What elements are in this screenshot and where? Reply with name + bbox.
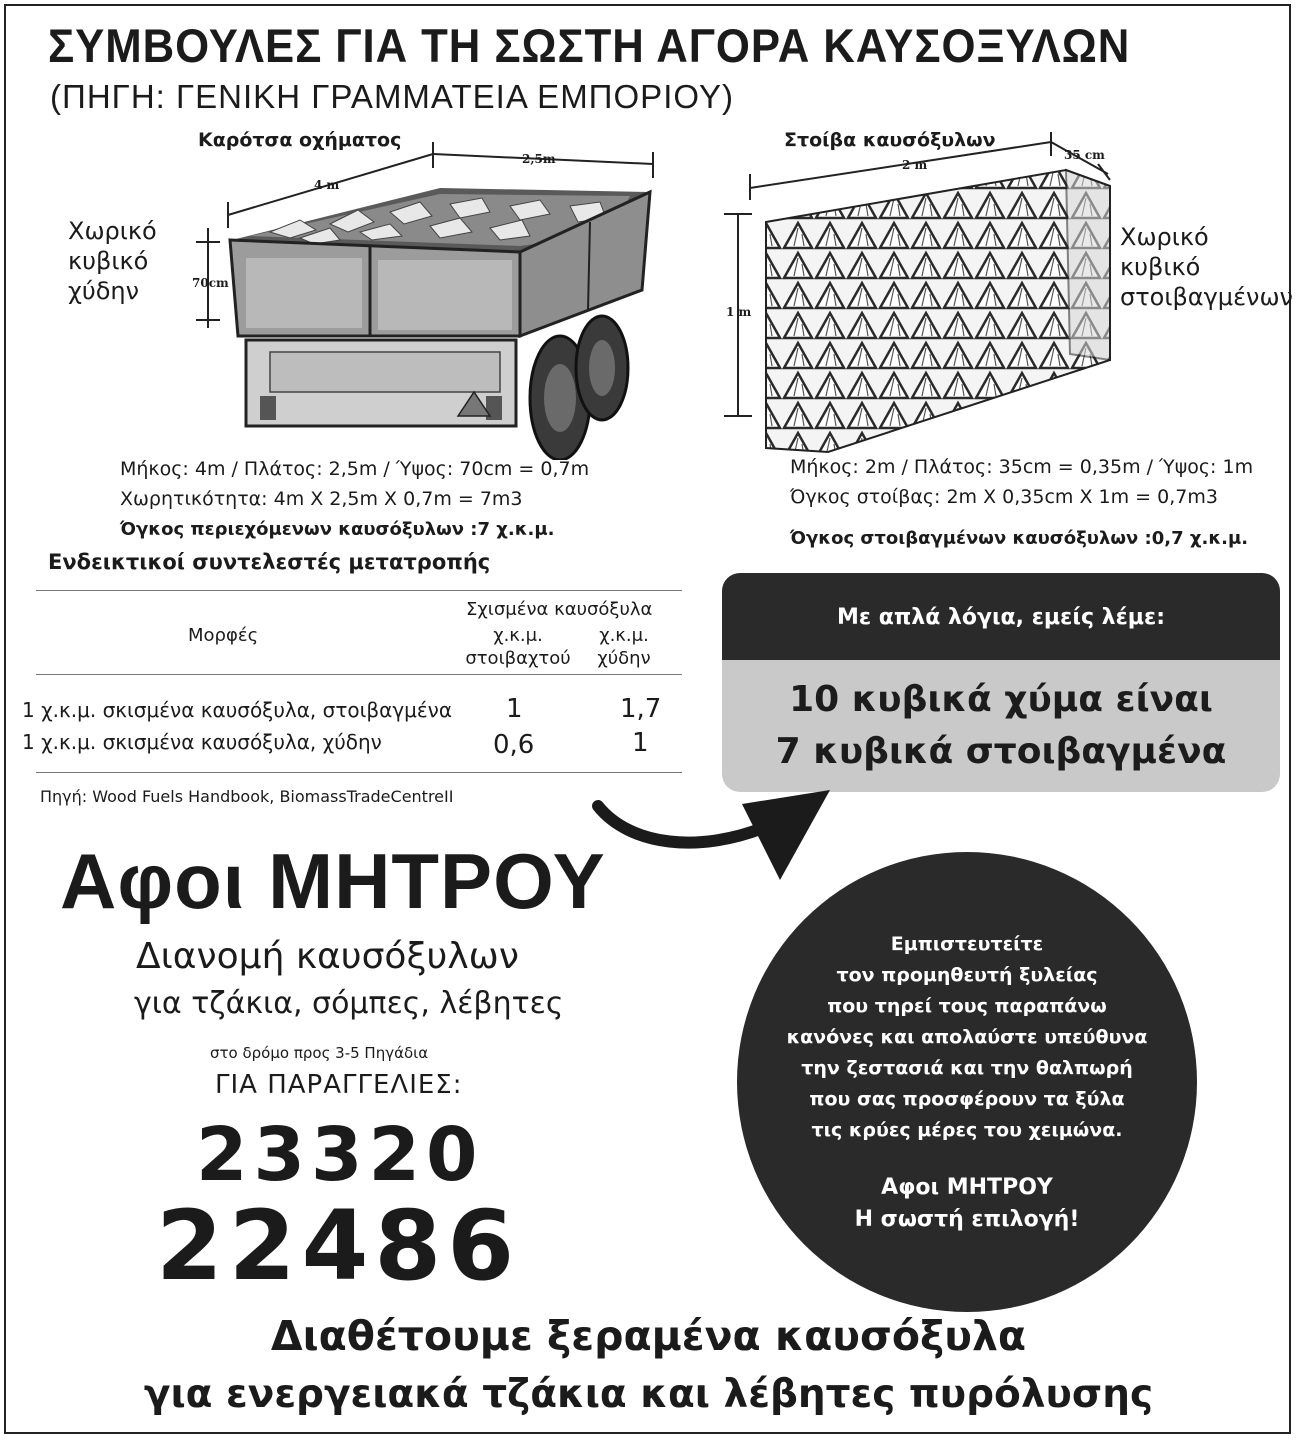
circle-line: τον προμηθευτή ξυλείας <box>836 963 1098 986</box>
stack-caption: Στοίβα καυσόξυλων <box>784 129 996 151</box>
footer-line2: για ενεργειακά τζάκια και λέβητες πυρόλυσης <box>143 1372 1154 1417</box>
business-tagline2: για τζάκια, σόμπες, λέβητες <box>134 986 564 1021</box>
summary-box-heading: Με απλά λόγια, εμείς λέμε: <box>722 573 1280 661</box>
trailer-illustration <box>190 140 670 460</box>
table-header-col1 <box>462 624 574 670</box>
table-cell-value: 1 <box>632 728 649 758</box>
stack-spec-line1: Μήκος: 2m / Πλάτος: 35cm = 0,35m / Ύψος: 1m <box>790 456 1254 478</box>
trailer-caption: Καρότσα οχήματος <box>198 129 402 151</box>
summary-line2: 7 κυβικά στοιβαγμένα <box>775 731 1227 772</box>
trailer-spec <box>120 454 589 545</box>
phone-part2[interactable]: 22486 <box>156 1190 520 1302</box>
trailer-side-label-line: Χωρικό <box>68 217 157 245</box>
circle-line: που τηρεί τους παραπάνω <box>827 994 1107 1017</box>
trailer-spec-line3: Όγκος περιεχόμενων καυσόξυλων :7 χ.κ.μ. <box>120 519 555 540</box>
circle-line: που σας προσφέρουν τα ξύλα <box>809 1087 1125 1110</box>
page-title: ΣΥΜΒΟΥΛΕΣ ΓΙΑ ΤΗ ΣΩΣΤΗ ΑΓΟΡΑ ΚΑΥΣΟΞΥΛΩΝ <box>48 19 1131 72</box>
table-rule-mid <box>36 674 682 675</box>
summary-box-body <box>722 660 1280 792</box>
stack-spec-line2: Όγκος στοίβας: 2m X 0,35cm X 1m = 0,7m3 <box>790 486 1218 508</box>
footer-line1: Διαθέτουμε ξεραμένα καυσόξυλα <box>270 1312 1027 1360</box>
circle-line: Εμπιστευτείτε <box>890 932 1044 955</box>
business-location: στο δρόμο προς 3-5 Πηγάδια <box>210 1044 429 1062</box>
table-rule-top <box>36 590 682 591</box>
table-cell-value: 0,6 <box>493 730 535 760</box>
trailer-side-label-line: χύδην <box>68 277 140 305</box>
circle-line: την ζεστασιά και την θαλπωρή <box>801 1056 1133 1079</box>
table-header-forms: Μορφές <box>188 625 259 646</box>
trailer-dim-length: 4 m <box>314 178 340 192</box>
table-header-col2-line: χ.κ.μ. <box>599 625 649 646</box>
stack-dim-height: 1 m <box>726 305 752 319</box>
table-header-col1-line: στοιβαχτού <box>465 648 571 669</box>
arrow-icon <box>590 784 840 894</box>
business-name: Αφοι ΜΗΤΡΟΥ <box>60 837 606 925</box>
table-row-label: 1 χ.κ.μ. σκισμένα καυσόξυλα, χύδην <box>22 730 382 754</box>
table-cell-value: 1,7 <box>620 694 662 724</box>
table-header-col1-line: χ.κ.μ. <box>493 625 543 646</box>
trailer-dim-height: 70cm <box>192 276 229 290</box>
table-header-group: Σχισμένα καυσόξυλα <box>466 599 653 620</box>
trailer-side-label-line: κυβικό <box>68 247 149 275</box>
stack-side-label-line: στοιβαγμένων <box>1120 283 1293 311</box>
phone-part1[interactable]: 23320 <box>196 1112 484 1198</box>
stack-spec <box>790 452 1253 512</box>
stack-dim-length: 2 m <box>902 158 928 172</box>
stack-side-label-line: Χωρικό <box>1120 223 1209 251</box>
table-title: Ενδεικτικοί συντελεστές μετατροπής <box>48 550 491 574</box>
stack-side-label-line: κυβικό <box>1120 253 1201 281</box>
trailer-spec-line2: Χωρητικότητα: 4m X 2,5m X 0,7m = 7m3 <box>120 488 523 510</box>
table-header-col2 <box>584 624 664 670</box>
stack-side-label <box>1120 222 1293 312</box>
summary-line1: 10 κυβικά χύμα είναι <box>789 679 1213 720</box>
table-rule-bottom <box>36 772 682 773</box>
business-tagline1: Διανομή καυσόξυλων <box>136 936 519 977</box>
circle-signature-name: Αφοι ΜΗΤΡΟΥ <box>881 1174 1053 1200</box>
stack-illustration <box>718 130 1118 460</box>
stack-dim-depth: 35 cm <box>1064 148 1105 162</box>
trailer-spec-line1: Μήκος: 4m / Πλάτος: 2,5m / Ύψος: 70cm = 0,7m <box>120 458 590 480</box>
trailer-dim-width: 2,5m <box>522 152 556 166</box>
trailer-side-label <box>68 216 157 306</box>
circle-signature-slogan: Η σωστή επιλογή! <box>854 1206 1080 1232</box>
trust-circle <box>737 852 1197 1312</box>
circle-line: κανόνες και απολαύστε υπεύθυνα <box>786 1025 1148 1048</box>
table-row-label: 1 χ.κ.μ. σκισμένα καυσόξυλα, στοιβαγμένα <box>22 698 453 722</box>
table-source: Πηγή: Wood Fuels Handbook, BiomassTradeCentreII <box>40 787 454 806</box>
table-header-col2-line: χύδην <box>597 648 651 669</box>
page-subtitle: (ΠΗΓΗ: ΓΕΝΙΚΗ ΓΡΑΜΜΑΤΕΙΑ ΕΜΠΟΡΙΟΥ) <box>50 78 734 115</box>
circle-line: τις κρύες μέρες του χειμώνα. <box>811 1118 1123 1141</box>
table-cell-value: 1 <box>506 694 523 724</box>
stack-spec-line3: Όγκος στοιβαγμένων καυσόξυλων :0,7 χ.κ.μ. <box>790 528 1249 549</box>
orders-label: ΓΙΑ ΠΑΡΑΓΓΕΛΙΕΣ: <box>215 1070 463 1100</box>
